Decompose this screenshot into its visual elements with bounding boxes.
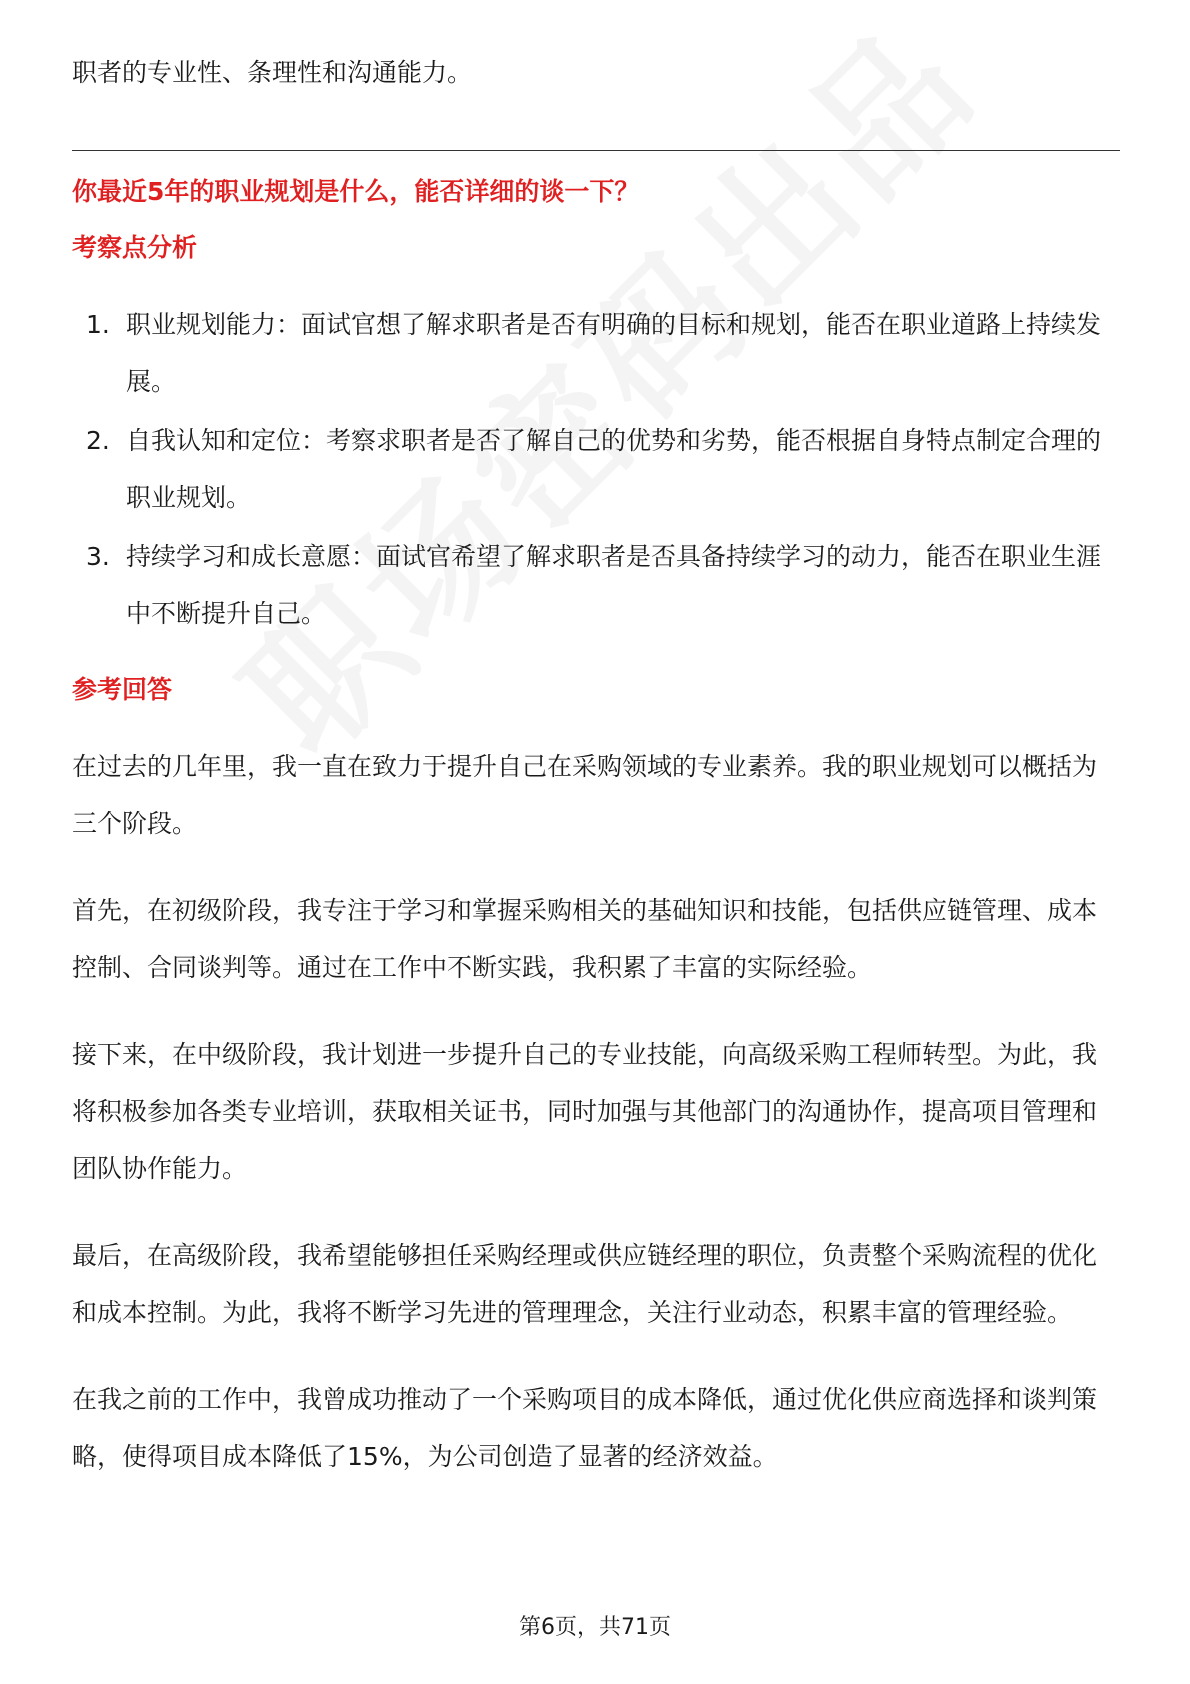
analysis-list [72,296,1120,644]
analysis-heading: 考察点分析 [72,233,198,262]
list-text: 职业规划能力：面试官想了解求职者是否有明确的目标和规划，能否在职业道路上持续发展。 [126,310,1102,396]
answer-heading: 参考回答 [72,675,173,704]
list-item [72,296,1120,410]
answer-paragraph: 最后，在高级阶段，我希望能够担任采购经理或供应链经理的职位，负责整个采购流程的优化和成本控制。为此，我将不断学习先进的管理理念，关注行业动态，积累丰富的管理经验。 [72,1241,1098,1327]
list-number: 1. [86,310,110,339]
answer-paragraph: 首先，在初级阶段，我专注于学习和掌握采购相关的基础知识和技能，包括供应链管理、成本控制、合同谈判等。通过在工作中不断实践，我积累了丰富的实际经验。 [72,896,1098,982]
intro-text: 职者的专业性、条理性和沟通能力。 [72,58,473,87]
divider [72,150,1120,151]
list-number: 3. [86,542,110,571]
list-text: 自我认知和定位：考察求职者是否了解自己的优势和劣势，能否根据自身特点制定合理的职业规划。 [126,426,1102,512]
answer-body [72,738,1120,1515]
list-item [72,528,1120,642]
list-item [72,412,1120,526]
list-number: 2. [86,426,110,455]
answer-paragraph: 在我之前的工作中，我曾成功推动了一个采购项目的成本降低，通过优化供应商选择和谈判策略，使得项目成本降低了15%，为公司创造了显著的经济效益。 [72,1385,1098,1471]
answer-paragraph: 接下来，在中级阶段，我计划进一步提升自己的专业技能，向高级采购工程师转型。为此，我将积极参加各类专业培训，获取相关证书，同时加强与其他部门的沟通协作，提高项目管理和团队协作能力。 [72,1040,1098,1183]
answer-paragraph: 在过去的几年里，我一直在致力于提升自己在采购领域的专业素养。我的职业规划可以概括为三个阶段。 [72,752,1098,838]
question-title: 你最近5年的职业规划是什么，能否详细的谈一下？ [72,177,640,206]
list-text: 持续学习和成长意愿：面试官希望了解求职者是否具备持续学习的动力，能否在职业生涯中不断提升自己。 [126,542,1102,628]
page-footer: 第6页，共71页 [519,1615,671,1640]
